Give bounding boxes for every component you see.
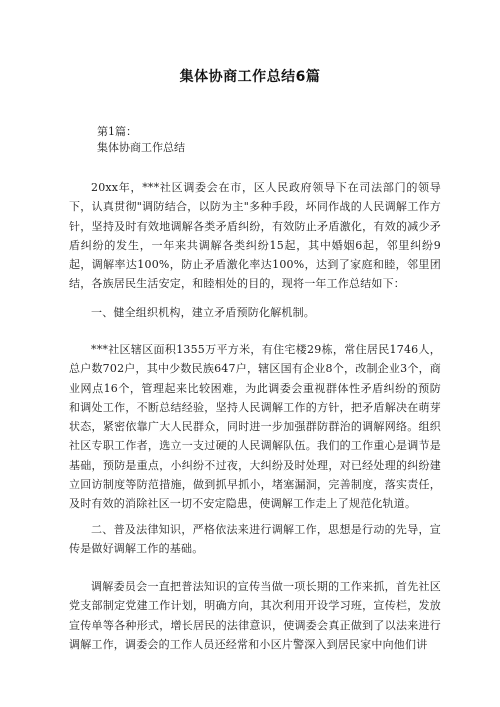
document-title: 集体协商工作总结6篇 bbox=[179, 69, 321, 85]
section-subtitle: 集体协商工作总结 bbox=[97, 141, 185, 154]
body-paragraph-2: 调解委员会一直把普法知识的宣传当做一项长期的工作来抓，首先社区党支部制定党建工作计划，明确方向，其次利用开设学习班，宣传栏，发放宣传单等各种形式，增长居民的法律意识，使调委会真正做到了以法来进行调解工作，调委会的工作人员还经常和小区片警深入到居民家中向他们讲 bbox=[69, 580, 441, 651]
body-paragraph-1: ***社区辖区面积1355万平方米，有住宅楼29栋，常住居民1746人，总户数702户，其中少数民族647户，辖区国有企业8个，改制企业3个，商业网点16个，管理起来比较困难，为此调委会重视群体性矛盾纠纷的预防和调处工作，不断总结经验，坚持人民调解工作的方针，把矛盾解决在萌芽状态，紧密依靠广大人民群众，同时进一步加强群防群治的调解网络。组织社区专职工作者，选立一支过硬的人民调解队伍。我们的工作重心是调节是基础，预防是重点，小纠纷不过夜，大纠纷及时处理，对已经处理的纠纷建立回访制度等防范措施，做到抓早抓小，堵塞漏洞，完善制度，落实责任，及时有效的消除社区一切不安定隐患，使调解工作走上了规范化轨道。 bbox=[69, 343, 441, 511]
section-heading-1: 一、健全组织机构，建立矛盾预防化解机制。 bbox=[91, 306, 315, 319]
section-heading-2: 二、普及法律知识，严格依法来进行调解工作，思想是行动的先导，宣传是做好调解工作的基础。 bbox=[69, 523, 441, 556]
section-label: 第1篇： bbox=[97, 125, 137, 138]
intro-paragraph: 20xx年，***社区调委会在市，区人民政府领导下在司法部门的领导下，认真贯彻"调防结合，以防为主"多种手段，坏同作战的人民调解工作方针，坚持及时有效地调解各类矛盾纠纷，有效防止矛盾激化，有效的减少矛盾纠纷的发生，一年来共调解各类纠纷15起，其中婚姻6起，邻里纠纷9起，调解率达100%，防止矛盾激化率达100%，达到了家庭和睦，邻里团结，各族居民生活安定，和睦相处的目的，现将一年工作总结如下： bbox=[69, 181, 441, 291]
